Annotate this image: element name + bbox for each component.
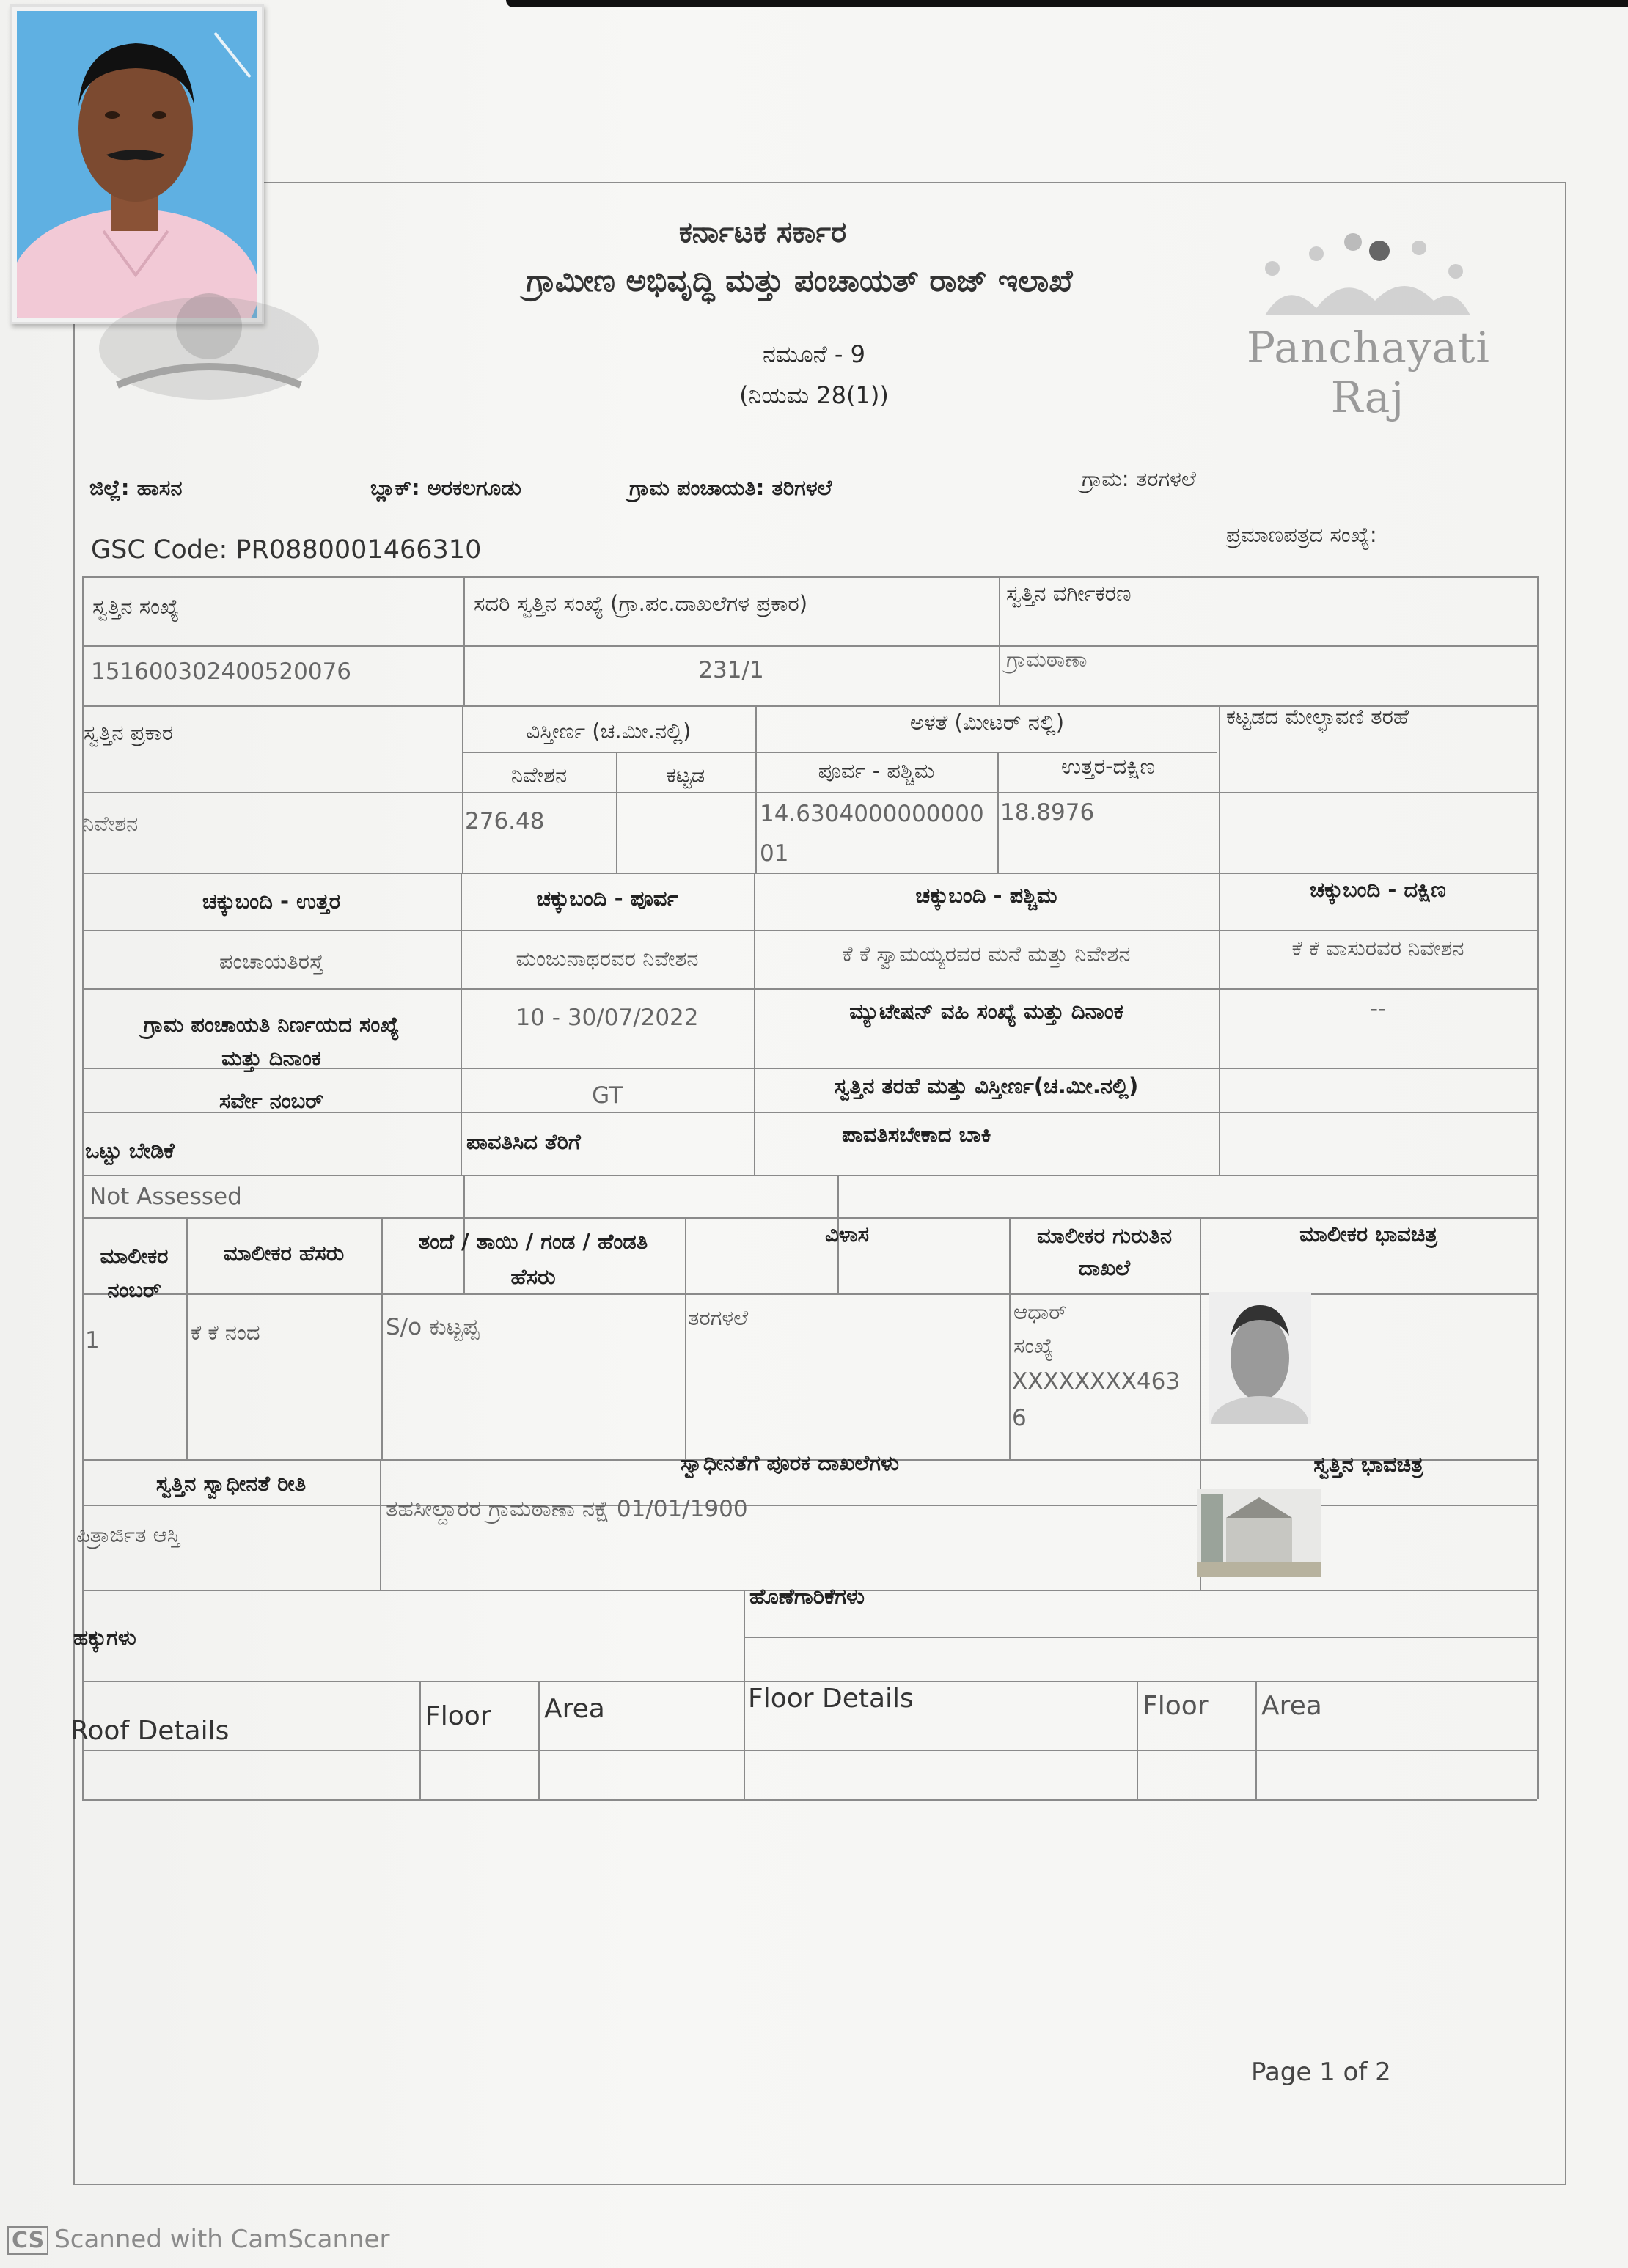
address-header: ವಿಳಾಸ xyxy=(824,1222,870,1247)
property-photo xyxy=(1197,1489,1321,1577)
district: ಜಿಲ್ಲೆ: ಹಾಸನ xyxy=(89,475,183,500)
boundary-north: ಪಂಚಾಯತಿರಸ್ತೆ xyxy=(219,949,324,974)
resolution-value: 10 - 30/07/2022 xyxy=(516,1005,699,1031)
survey-number-label: ಸದರಿ ಸ್ವತ್ತಿನ ಸಂಖ್ಯೆ (ಗ್ರಾ.ಪಂ.ದಾಖಲೆಗಳ ಪ್ರಕಾರ) xyxy=(474,591,808,616)
village: ಗ್ರಾಮ: ತರಗಳಲೆ xyxy=(1082,466,1196,491)
owner-photo-header: ಮಾಲೀಕರ ಭಾವಚಿತ್ರ xyxy=(1299,1222,1437,1247)
mutation-label: ಮ್ಯುಟೇಷನ್ ವಹಿ ಸಂಖ್ಯೆ ಮತ್ತು ದಿನಾಂಕ xyxy=(849,999,1123,1024)
boundary-west: ಕೆ ಕೆ ಸ್ವಾಮಯ್ಯರವರ ಮನೆ ಮತ್ತು ನಿವೇಶನ xyxy=(842,942,1131,966)
owner-name-header: ಮಾಲೀಕರ ಹೆಸರು xyxy=(223,1241,345,1266)
owner-address: ತರಗಳಲೆ xyxy=(688,1305,749,1330)
east-west-value-line1: 14.6304000000000 xyxy=(760,801,984,827)
roof-type-label: ಕಟ್ಟಡದ ಮೇಲ್ಛಾವಣಿ ತರಹೆ xyxy=(1226,704,1409,729)
ownership-docs: ತಹಸೀಲ್ದಾರರ ಗ್ರಾಮಠಾಣಾ ನಕ್ಷೆ 01/01/1900 xyxy=(386,1496,748,1522)
mutation-value: -- xyxy=(1369,996,1387,1022)
site-label: ನಿವೇಶನ xyxy=(510,763,568,788)
rule-number: (ನಿಯಮ 28(1)) xyxy=(739,381,889,409)
floor-details-label: Floor Details xyxy=(748,1684,914,1714)
floor-area-label: Area xyxy=(1261,1691,1322,1721)
page-number: Page 1 of 2 xyxy=(1251,2058,1391,2087)
roof-floor-label: Floor xyxy=(425,1701,491,1731)
owner-number-header-line1: ಮಾಲೀಕರ xyxy=(100,1244,169,1269)
roof-details-label: Roof Details xyxy=(70,1716,230,1746)
govt-title: ಕರ್ನಾಟಕ ಸರ್ಕಾರ xyxy=(678,216,847,249)
gsc-code: GSC Code: PR0880001466310 xyxy=(91,535,482,565)
total-demand-value: Not Assessed xyxy=(89,1183,242,1210)
boundary-south: ಕೆ ಕೆ ವಾಸುರವರ ನಿವೇಶನ xyxy=(1291,936,1464,961)
boundary-south-label: ಚಕ್ಕುಬಂದಿ - ದಕ್ಷಿಣ xyxy=(1310,877,1446,902)
property-photo-label: ಸ್ವತ್ತಿನ ಭಾವಚಿತ್ರ xyxy=(1313,1452,1423,1477)
ownership-mode-label: ಸ್ವತ್ತಿನ ಸ್ವಾಧೀನತೆ ರೀತಿ xyxy=(155,1471,307,1496)
parent-header-line2: ಹೆಸರು xyxy=(510,1264,556,1289)
property-class-label: ಸ್ವತ್ತಿನ ವರ್ಗೀಕರಣ xyxy=(1006,581,1132,606)
resolution-label-line2: ಮತ್ತು ದಿನಾಂಕ xyxy=(221,1046,321,1071)
boundary-east: ಮಂಜುನಾಥರವರ ನಿವೇಶನ xyxy=(516,946,699,971)
owner-id-line3: XXXXXXXX463 xyxy=(1012,1368,1181,1395)
east-west-value-line2: 01 xyxy=(760,840,789,867)
floor-floor-label: Floor xyxy=(1143,1691,1209,1721)
boundary-north-label: ಚಕ್ಕುಬಂದಿ - ಉತ್ತರ xyxy=(202,889,341,914)
survey-value: GT xyxy=(592,1082,623,1109)
camscanner-watermark xyxy=(7,2225,389,2255)
total-demand-label: ಒಟ್ಟು ಬೇಡಿಕೆ xyxy=(85,1138,175,1163)
block: ಬ್ಲಾಕ್: ಅರಕಲಗೂಡು xyxy=(370,475,521,500)
property-number: 151600302400520076 xyxy=(91,658,352,685)
area-label: ವಿಸ್ತೀರ್ಣ (ಚ.ಮೀ.ನಲ್ಲಿ) xyxy=(526,719,692,744)
owner-parent: S/o ಕುಟ್ಟಪ್ಪ xyxy=(386,1314,480,1340)
certificate-number-label: ಪ್ರಮಾಣಪತ್ರದ ಸಂಖ್ಯೆ: xyxy=(1226,522,1377,547)
survey-number: 231/1 xyxy=(698,657,764,683)
survey-label: ಸರ್ವೇ ನಂಬರ್ xyxy=(219,1088,323,1113)
building-label: ಕಟ್ಟಡ xyxy=(666,763,705,788)
property-number-label: ಸ್ವತ್ತಿನ ಸಂಖ್ಯೆ xyxy=(92,594,180,619)
owner-id-header-line1: ಮಾಲೀಕರ ಗುರುತಿನ xyxy=(1036,1223,1173,1248)
north-south-value: 18.8976 xyxy=(1000,799,1095,826)
owner-id-line2: ಸಂಖ್ಯೆ xyxy=(1013,1333,1054,1358)
tax-due-label: ಪಾವತಿಸಬೇಕಾದ ಬಾಕಿ xyxy=(842,1122,991,1147)
owner-number: 1 xyxy=(85,1327,100,1354)
department-title: ಗ್ರಾಮೀಣ ಅಭಿವೃದ್ಧಿ ಮತ್ತು ಪಂಚಾಯತ್ ರಾಜ್ ಇಲಾಖೆ xyxy=(526,263,1073,298)
owner-id-header-line2: ದಾಖಲೆ xyxy=(1078,1255,1131,1280)
logo-text: Panchayati Raj xyxy=(1247,323,1490,422)
tax-paid-label: ಪಾವತಿಸಿದ ತೆರಿಗೆ xyxy=(466,1129,581,1154)
parent-header-line1: ತಂದೆ / ತಾಯಿ / ಗಂಡ / ಹೆಂಡತಿ xyxy=(418,1229,648,1254)
owner-id-line4: 6 xyxy=(1012,1405,1027,1431)
karnataka-emblem-icon xyxy=(88,260,330,414)
type-area-label: ಸ್ವತ್ತಿನ ತರಹೆ ಮತ್ತು ವಿಸ್ತೀರ್ಣ(ಚ.ಮೀ.ನಲ್ಲಿ) xyxy=(834,1074,1139,1098)
site-area: 276.48 xyxy=(465,808,545,834)
boundary-east-label: ಚಕ್ಕುಬಂದಿ - ಪೂರ್ವ xyxy=(536,886,678,911)
ownership-docs-label: ಸ್ವಾಧೀನತೆಗೆ ಪೂರಕ ದಾಖಲೆಗಳು xyxy=(681,1450,899,1475)
property-type: ನಿವೇಶನ xyxy=(82,811,139,836)
scan-edge-shadow xyxy=(506,0,1628,7)
form-number: ನಮೂನೆ - 9 xyxy=(763,340,865,368)
east-west-label: ಪೂರ್ವ - ಪಶ್ಚಿಮ xyxy=(818,758,935,783)
owner-name: ಕೆ ಕೆ ನಂದ xyxy=(191,1320,260,1345)
owner-id-line1: ಆಧಾರ್ xyxy=(1013,1299,1067,1324)
north-south-label: ಉತ್ತರ-ದಕ್ಷಿಣ xyxy=(1061,754,1155,779)
camscanner-badge: CS xyxy=(7,2226,48,2255)
owner-number-header-line2: ನಂಬರ್ xyxy=(107,1277,161,1302)
camscanner-text: Scanned with CamScanner xyxy=(54,2225,390,2254)
owner-photo xyxy=(1209,1292,1311,1424)
rights-label: ಹಕ್ಕುಗಳು xyxy=(73,1625,136,1650)
liabilities-label: ಹೊಣೆಗಾರಿಕೆಗಳು xyxy=(749,1584,865,1609)
dimensions-label: ಅಳತೆ (ಮೀಟರ್ ನಲ್ಲಿ) xyxy=(909,710,1065,735)
gram-panchayat: ಗ್ರಾಮ ಪಂಚಾಯತಿ: ತರಿಗಳಲೆ xyxy=(629,475,832,500)
resolution-label-line1: ಗ್ರಾಮ ಪಂಚಾಯತಿ ನಿರ್ಣಯದ ಸಂಖ್ಯೆ xyxy=(143,1012,400,1037)
roof-area-label: Area xyxy=(544,1694,605,1724)
boundary-west-label: ಚಕ್ಕುಬಂದಿ - ಪಶ್ಚಿಮ xyxy=(915,883,1057,908)
property-type-label: ಸ್ವತ್ತಿನ ಪ್ರಕಾರ xyxy=(84,720,174,745)
ownership-mode: ಪಿತ್ರಾರ್ಜಿತ ಆಸ್ತಿ xyxy=(76,1522,180,1547)
property-class: ಗ್ರಾಮಠಾಣಾ xyxy=(1006,647,1088,672)
